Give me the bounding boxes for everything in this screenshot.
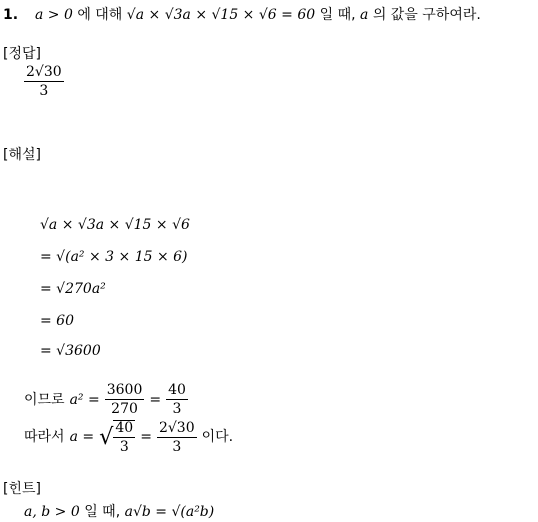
problem-variable: a bbox=[360, 7, 369, 23]
hint-text: 일 때, bbox=[84, 504, 121, 520]
answer-value bbox=[24, 65, 64, 98]
therefore-prefix: 따라서 bbox=[24, 429, 65, 445]
since-eq: = bbox=[149, 391, 162, 408]
therefore-eq: = bbox=[140, 429, 152, 445]
problem-statement bbox=[3, 8, 481, 22]
problem-condition: a > 0 bbox=[34, 7, 73, 23]
solution-therefore-line bbox=[24, 420, 233, 454]
since-fraction-2 bbox=[166, 383, 188, 416]
solution-line-4: = 60 bbox=[40, 313, 74, 329]
therefore-frac-den: 3 bbox=[172, 438, 182, 455]
since-frac2-den: 3 bbox=[172, 401, 182, 417]
solution-line-3: = √270a² bbox=[40, 281, 106, 297]
solution-line-2: = √(a² × 3 × 15 × 6) bbox=[40, 249, 188, 265]
problem-expression: √a × √3a × √15 × √6 = 60 bbox=[126, 7, 316, 23]
hint-statement bbox=[24, 505, 214, 519]
therefore-fraction bbox=[157, 421, 197, 454]
therefore-a: a = bbox=[69, 429, 95, 445]
answer-numerator: 2√30 bbox=[26, 64, 62, 80]
answer-denominator: 3 bbox=[39, 83, 49, 99]
since-prefix: 이므로 bbox=[24, 391, 65, 408]
sqrt-radical-icon: √ bbox=[99, 423, 114, 450]
since-frac1-den: 270 bbox=[111, 401, 138, 417]
answer-header: [정답] bbox=[3, 46, 41, 62]
since-frac1-num: 3600 bbox=[106, 382, 143, 398]
therefore-sqrt-fraction bbox=[113, 420, 135, 454]
therefore-suffix: 이다. bbox=[201, 429, 234, 445]
therefore-sqrt-den: 3 bbox=[119, 439, 129, 455]
solution-line-1: √a × √3a × √15 × √6 bbox=[40, 217, 190, 233]
hint-condition: a, b > 0 bbox=[24, 504, 80, 520]
hint-expression: a√b = √(a²b) bbox=[124, 504, 215, 520]
problem-number: 1. bbox=[3, 7, 19, 23]
therefore-sqrt-num: 40 bbox=[115, 420, 134, 436]
solution-line-5: = √3600 bbox=[40, 343, 101, 359]
solution-since-line bbox=[24, 383, 188, 416]
problem-text-3: 의 값을 구하여라. bbox=[372, 7, 481, 23]
problem-text-2: 일 때, bbox=[319, 7, 356, 23]
since-fraction-1 bbox=[105, 383, 145, 416]
therefore-sqrt bbox=[99, 420, 135, 454]
problem-text-1: 에 대해 bbox=[77, 7, 123, 23]
answer-fraction bbox=[24, 65, 64, 98]
therefore-frac-num: 2√30 bbox=[158, 419, 195, 436]
hint-header: [힌트] bbox=[3, 481, 41, 497]
since-left: a² = bbox=[69, 391, 100, 408]
solution-header: [해설] bbox=[3, 147, 41, 163]
since-frac2-num: 40 bbox=[168, 382, 186, 398]
